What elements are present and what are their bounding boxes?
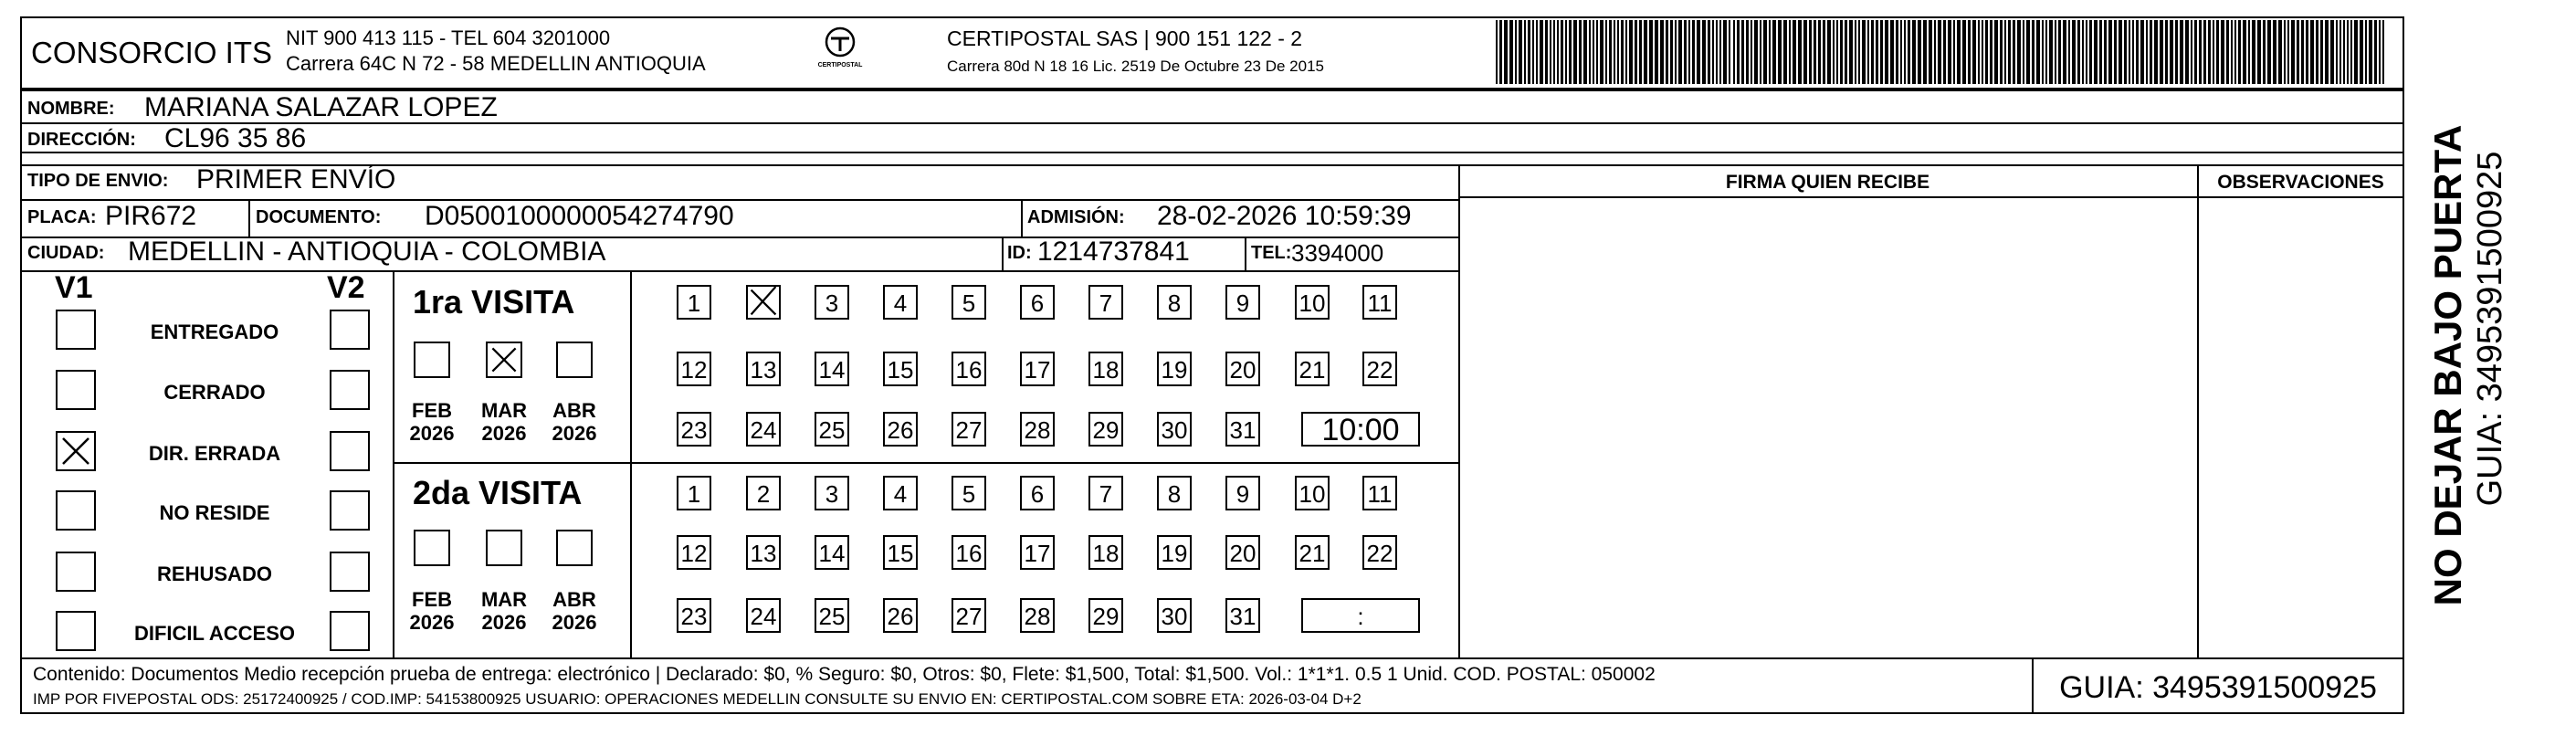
nombre-value: MARIANA SALAZAR LOPEZ [144,92,498,122]
admision-value: 28-02-2026 10:59:39 [1157,201,1412,231]
day-box[interactable]: 9 [1225,476,1260,510]
day-box[interactable]: 31 [1225,412,1260,447]
divider [20,270,1458,272]
documento-label: DOCUMENTO: [256,207,382,227]
status-label: CERRADO [163,381,266,404]
carrier-logo [813,24,867,75]
day-box[interactable]: 14 [815,352,849,386]
day-box[interactable]: 6 [1020,285,1055,320]
observaciones-header: OBSERVACIONES [2217,172,2384,193]
placa-label: PLACA: [27,207,97,227]
month-year-label: MAR 2026 [480,588,528,635]
side-panel [2411,110,2520,621]
day-box[interactable] [746,285,781,320]
day-box[interactable]: 20 [1225,535,1260,570]
day-box[interactable]: 10 [1295,285,1330,320]
day-box[interactable]: 13 [746,535,781,570]
month-checkbox[interactable] [486,342,522,378]
company-address: Carrera 64C N 72 - 58 MEDELLIN ANTIOQUIA [286,52,706,75]
divider [1458,164,2404,166]
day-box[interactable]: 5 [952,476,986,510]
status-label: REHUSADO [157,563,272,585]
tel-label: TEL: [1251,243,1292,263]
tel-value: 3394000 [1291,239,1384,267]
day-box[interactable]: 5 [952,285,986,320]
day-box[interactable]: 12 [677,352,711,386]
company-name: CONSORCIO ITS [31,36,273,69]
day-box[interactable]: 26 [883,412,918,447]
day-box[interactable]: 6 [1020,476,1055,510]
day-box[interactable]: 7 [1088,476,1123,510]
day-box[interactable]: 28 [1020,598,1055,633]
day-box[interactable]: 13 [746,352,781,386]
month-year-label: MAR 2026 [480,399,528,446]
divider [1458,164,1460,657]
month-checkbox[interactable] [486,530,522,566]
day-box[interactable]: 11 [1362,476,1397,510]
day-box[interactable]: 24 [746,412,781,447]
divider [1021,199,1023,237]
logo-text: CERTIPOSTAL [817,62,863,68]
status-label: DIFICIL ACCESO [133,622,295,645]
day-box[interactable]: 4 [883,285,918,320]
v1-checkbox[interactable] [56,611,96,651]
day-box[interactable]: 2 [746,476,781,510]
v1-checkbox[interactable] [56,490,96,531]
day-box[interactable]: 22 [1362,535,1397,570]
month-year-label: FEB 2026 [409,588,455,635]
divider [20,657,2404,659]
footer-guia: GUIA: 3495391500925 [2059,670,2377,705]
day-box[interactable]: 16 [952,535,986,570]
day-box[interactable]: 23 [677,598,711,633]
day-box[interactable]: 18 [1088,352,1123,386]
carrier-address: Carrera 80d N 18 16 Lic. 2519 De Octubre 23 De 2015 [947,58,1324,75]
status-label: DIR. ERRADA [148,442,281,465]
day-box[interactable]: 30 [1157,412,1192,447]
month-checkbox[interactable] [556,530,593,566]
month-year-label: ABR 2026 [552,399,597,446]
day-box[interactable]: 28 [1020,412,1055,447]
day-box[interactable]: 14 [815,535,849,570]
placa-value: PIR672 [105,201,197,231]
divider [20,122,2404,124]
v1-header: V1 [55,270,93,305]
divider [393,462,1458,464]
time-box[interactable]: : [1301,598,1420,633]
day-box[interactable]: 15 [883,535,918,570]
v1-checkbox[interactable] [56,552,96,592]
side-guia: GUIA: 3495391500925 [2471,151,2509,507]
day-box[interactable]: 1 [677,285,711,320]
day-box[interactable]: 8 [1157,476,1192,510]
day-box[interactable]: 29 [1088,598,1123,633]
carrier-name: CERTIPOSTAL SAS | 900 151 122 - 2 [947,26,1303,50]
documento-value: D0500100000054274790 [425,201,734,231]
tipo-value: PRIMER ENVÍO [196,164,396,195]
company-nit: NIT 900 413 115 - TEL 604 3201000 [286,26,611,49]
day-box[interactable]: 1 [677,476,711,510]
time-box[interactable]: 10:00 [1301,412,1420,447]
divider [393,270,394,657]
divider [1458,196,2404,198]
day-box[interactable]: 26 [883,598,918,633]
day-box[interactable]: 8 [1157,285,1192,320]
divider [248,199,250,237]
month-year-label: FEB 2026 [409,399,455,446]
divider [1002,237,1004,270]
day-box[interactable]: 22 [1362,352,1397,386]
v2-checkbox[interactable] [330,490,370,531]
divider [1245,237,1246,270]
day-box[interactable]: 27 [952,598,986,633]
month-checkbox[interactable] [414,342,450,378]
day-box[interactable]: 23 [677,412,711,447]
ciudad-value: MEDELLIN - ANTIOQUIA - COLOMBIA [128,237,606,267]
day-box[interactable]: 25 [815,598,849,633]
v1-checkbox[interactable] [56,310,96,350]
day-box[interactable]: 4 [883,476,918,510]
month-checkbox[interactable] [414,530,450,566]
day-box[interactable]: 19 [1157,535,1192,570]
day-box[interactable]: 19 [1157,352,1192,386]
day-box[interactable]: 18 [1088,535,1123,570]
day-box[interactable]: 31 [1225,598,1260,633]
month-year-label: ABR 2026 [552,588,597,635]
day-box[interactable]: 9 [1225,285,1260,320]
day-box[interactable]: 20 [1225,352,1260,386]
direccion-label: DIRECCIÓN: [27,130,136,150]
visit-2-title: 2da VISITA [413,474,583,511]
direccion-value: CL96 35 86 [164,123,307,153]
ciudad-label: CIUDAD: [27,243,105,263]
id-label: ID: [1007,243,1032,263]
day-box[interactable]: 30 [1157,598,1192,633]
admision-label: ADMISIÓN: [1027,207,1125,227]
day-box[interactable]: 16 [952,352,986,386]
v2-header: V2 [327,270,365,305]
day-box[interactable]: 17 [1020,352,1055,386]
day-box[interactable]: 11 [1362,285,1397,320]
status-label: ENTREGADO [150,321,279,343]
day-box[interactable]: 24 [746,598,781,633]
divider [2197,164,2199,657]
footer-imp: IMP POR FIVEPOSTAL ODS: 25172400925 / COD.IMP: 54153800925 USUARIO: OPERACIONES MEDELLIN CONSULTE SU ENVIO EN: CERTIPOSTAL.COM SOBRE ETA: 2026-03-04 D+2 [33,690,1362,708]
month-checkbox[interactable] [556,342,593,378]
status-label: NO RESIDE [159,501,270,524]
day-box[interactable]: 12 [677,535,711,570]
nombre-label: NOMBRE: [27,99,115,119]
v1-checkbox[interactable] [56,431,96,471]
footer-content: Contenido: Documentos Medio recepción prueba de entrega: electrónico | Declarado: $0, % Seguro: $0, Otros: $0, Flete: $1,500, Total: $1,500. Vol.: 1*1*1. 0.5 1 Unid. COD. POSTAL: 050002 [33,664,1656,685]
divider [20,152,2404,153]
v2-checkbox[interactable] [330,310,370,350]
day-box[interactable]: 7 [1088,285,1123,320]
day-box[interactable]: 15 [883,352,918,386]
day-box[interactable]: 27 [952,412,986,447]
firma-header: FIRMA QUIEN RECIBE [1725,172,1930,193]
side-warning: NO DEJAR BAJO PUERTA [2426,124,2469,606]
v2-checkbox[interactable] [330,552,370,592]
tipo-label: TIPO DE ENVIO: [27,171,169,191]
id-value: 1214737841 [1037,237,1190,267]
day-box[interactable]: 3 [815,476,849,510]
day-box[interactable]: 17 [1020,535,1055,570]
v2-checkbox[interactable] [330,431,370,471]
v2-checkbox[interactable] [330,611,370,651]
visit-1-title: 1ra VISITA [413,283,575,321]
day-box[interactable]: 21 [1295,535,1330,570]
divider [630,270,632,657]
day-box[interactable]: 25 [815,412,849,447]
day-box[interactable]: 21 [1295,352,1330,386]
day-box[interactable]: 3 [815,285,849,320]
v2-checkbox[interactable] [330,370,370,410]
day-box[interactable]: 10 [1295,476,1330,510]
day-box[interactable]: 29 [1088,412,1123,447]
barcode-icon [1496,20,2391,84]
v1-checkbox[interactable] [56,370,96,410]
